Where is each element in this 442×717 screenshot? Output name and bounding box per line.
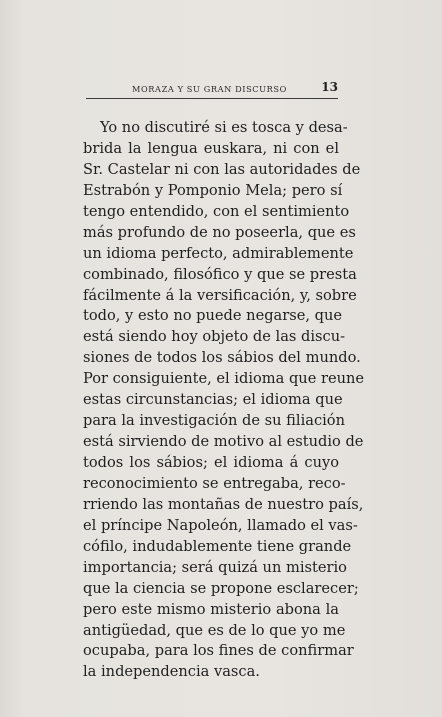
text-line: que la ciencia se propone esclarecer; <box>83 579 359 597</box>
text-line: Por consiguiente, el idioma que reune <box>83 370 365 388</box>
text-line: más profundo de no poseerla, que es <box>83 223 356 241</box>
text-line: combinado, filosófico y que se presta <box>83 265 357 283</box>
text-line: un idioma perfecto, admirablemente <box>83 244 354 262</box>
text-line: pero este mismo misterio abona la <box>83 600 339 618</box>
text-line: Estrabón y Pomponio Mela; pero sí <box>83 181 343 199</box>
text-line: cófilo, indudablemente tiene grande <box>83 537 352 555</box>
page-header <box>86 80 338 96</box>
text-line: ocupaba, para los fines de confirmar <box>83 642 354 660</box>
text-line: brida la lengua euskara, ni con el <box>83 139 339 157</box>
page-number: 13 <box>321 80 338 94</box>
text-line: estas circunstancias; el idioma que <box>83 391 343 409</box>
text-line: está sirviendo de motivo al estudio de <box>83 433 364 451</box>
text-line: el príncipe Napoleón, llamado el vas- <box>83 516 358 534</box>
text-line: tengo entendido, con el sentimiento <box>83 202 350 220</box>
text-line: importancia; será quizá un misterio <box>83 558 347 576</box>
text-line: fácilmente á la versificación, y, sobre <box>83 286 357 304</box>
body-paragraph <box>83 118 365 683</box>
text-line: siones de todos los sábios del mundo. <box>83 349 361 367</box>
text-line: Sr. Castelar ni con las autoridades de <box>83 160 361 178</box>
text-line: la independencia vasca. <box>83 663 260 681</box>
text-line: está siendo hoy objeto de las discu- <box>83 328 346 346</box>
text-line: reconocimiento se entregaba, reco- <box>83 474 346 492</box>
text-line: Yo no discutiré si es tosca y desa- <box>100 119 348 136</box>
text-line: para la investigación de su filiación <box>83 412 345 430</box>
text-line: antigüedad, que es de lo que yo me <box>83 621 346 639</box>
text-line: rriendo las montañas de nuestro país, <box>83 495 364 513</box>
header-rule <box>86 98 338 99</box>
running-head: MORAZA Y SU GRAN DISCURSO <box>132 84 287 94</box>
text-line: todos los sábios; el idioma á cuyo <box>83 454 339 471</box>
text-line: todo, y esto no puede negarse, que <box>83 307 343 325</box>
